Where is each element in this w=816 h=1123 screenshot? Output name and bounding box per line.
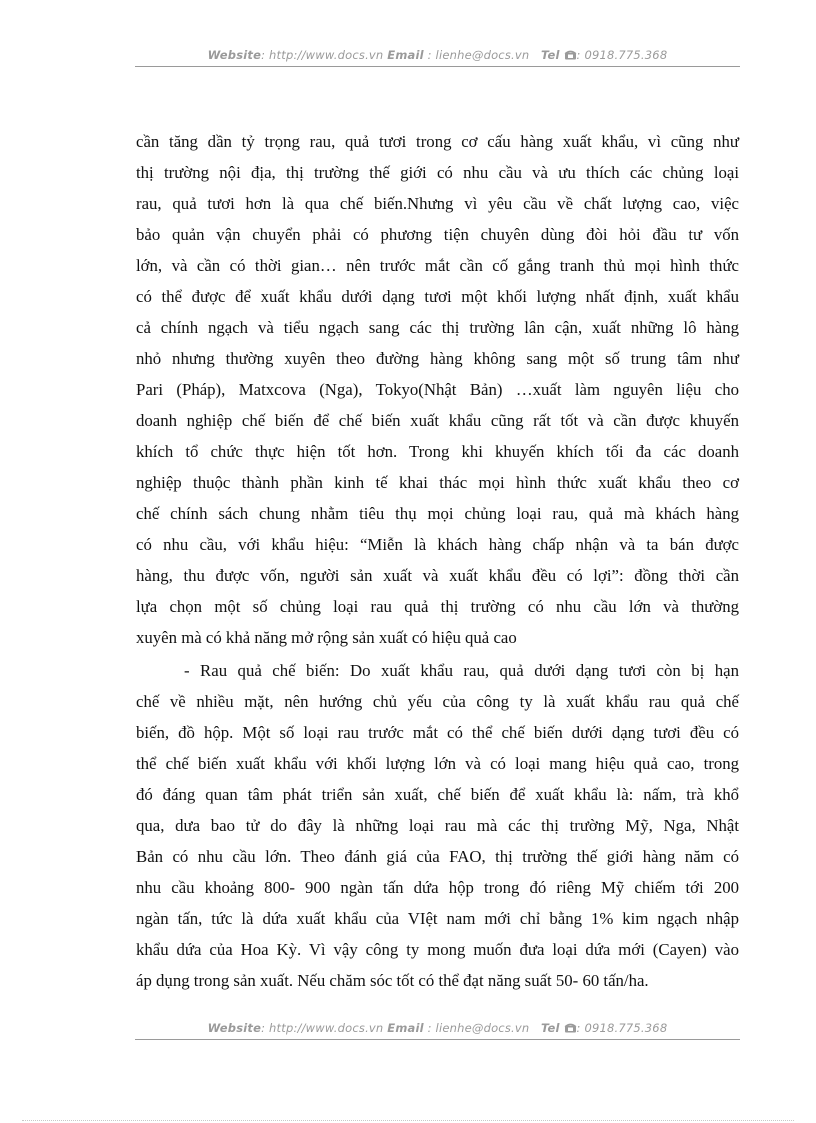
text-line: thị trường nội địa, thị trường thế giới có nhu cầu và ưu thích các chủng loại [136,163,739,182]
page-header [135,48,740,62]
footer-tel-value: : 0918.775.368 [576,1021,668,1035]
text-line: khích tổ chức thực hiện tốt hơn. Trong khi khuyến khích tối đa các doanh [136,442,739,461]
footer-divider [135,1039,740,1040]
text-line: thể chế biến xuất khẩu với khối lượng lớn và có loại mang hiệu quả cao, trong [136,754,739,773]
text-line: - Rau quả chế biến: Do xuất khẩu rau, quả dưới dạng tươi còn bị hạn [184,661,739,680]
footer-website-label: Website [207,1021,262,1035]
text-line: biến, đồ hộp. Một số loại rau trước mắt có thể chế biến dưới dạng tươi đều có [136,723,739,742]
text-line: ngàn tấn, tức là dứa xuất khẩu của VIệt nam mới chỉ bằng 1% kim ngạch nhập [136,909,739,928]
header-email-link[interactable]: : lienhe@docs.vn [423,48,530,62]
phone-icon [564,1022,577,1033]
text-line: cần tăng dần tỷ trọng rau, quả tươi trong cơ cấu hàng xuất khẩu, vì cũng như [136,132,739,151]
text-line: nghiệp thuộc thành phần kinh tế khai thác mọi hình thức xuất khẩu theo cơ [136,473,739,492]
text-line: doanh nghiệp chế biến để chế biến xuất khẩu cũng rất tốt và cần được khuyến [136,411,739,430]
footer-email-link[interactable]: : lienhe@docs.vn [423,1021,530,1035]
phone-icon [564,49,577,60]
text-line: áp dụng trong sản xuất. Nếu chăm sóc tốt có thể đạt năng suất 50- 60 tấn/ha. [136,971,649,990]
text-line: hàng, thu được vốn, người sản xuất và xuất khẩu đều có lợi”: đồng thời cần [136,566,739,585]
text-line: khẩu dứa của Hoa Kỳ. Vì vậy công ty mong muốn đưa loại dứa mới (Cayen) vào [136,940,739,959]
text-line: có nhu cầu, với khẩu hiệu: “Miễn là khách hàng chấp nhận và ta bán được [136,535,739,554]
paragraph-fresh-produce [136,126,739,653]
document-body [136,126,739,996]
text-line: lựa chọn một số chủng loại rau quả thị trường có nhu cầu lớn và thường [136,597,739,616]
text-line: nhu cầu khoảng 800- 900 ngàn tấn dứa hộp trong đó riêng Mỹ chiếm tới 200 [136,878,739,897]
text-line: Bản có nhu cầu lớn. Theo đánh giá của FAO, thị trường thế giới hàng năm có [136,847,739,866]
header-tel-value: : 0918.775.368 [576,48,668,62]
footer-website-link[interactable]: : http://www.docs.vn [261,1021,384,1035]
header-divider [135,66,740,67]
text-line: Pari (Pháp), Matxcova (Nga), Tokyo(Nhật Bản) …xuất làm nguyên liệu cho [136,380,739,399]
text-line: rau, quả tươi hơn là qua chế biến.Nhưng vì yêu cầu về chất lượng cao, việc [136,194,739,213]
header-website-label: Website [207,48,262,62]
footer-email-label: Email [387,1021,424,1035]
paragraph-processed-produce [136,655,739,996]
text-line: chế về nhiều mặt, nên hướng chủ yếu của công ty là xuất khẩu rau quả chế [136,692,739,711]
text-line: qua, dưa bao tử do đây là những loại rau mà các thị trường Mỹ, Nga, Nhật [136,816,739,835]
text-line: xuyên mà có khả năng mở rộng sản xuất có hiệu quả cao [136,628,517,647]
text-line: chế chính sách chung nhằm tiêu thụ mọi chủng loại rau, quả mà khách hàng [136,504,739,523]
text-line: đó đáng quan tâm phát triển sản xuất, chế biến để xuất khẩu là: nấm, trà khổ [136,785,739,804]
header-website-link[interactable]: : http://www.docs.vn [261,48,384,62]
text-line: cả chính ngạch và tiểu ngạch sang các thị trường lân cận, xuất những lô hàng [136,318,739,337]
header-tel-label: Tel [540,48,560,62]
text-line: bảo quản vận chuyển phải có phương tiện chuyên dùng đòi hỏi đầu tư vốn [136,225,739,244]
page-bottom-edge [22,1120,794,1121]
footer-tel-label: Tel [540,1021,560,1035]
header-email-label: Email [387,48,424,62]
text-line: nhỏ nhưng thường xuyên theo đường hàng không sang một số trung tâm như [136,349,739,368]
page-footer [135,1021,740,1035]
text-line: lớn, và cần có thời gian… nên trước mắt cần cố gắng tranh thủ mọi hình thức [136,256,739,275]
text-line: có thể được để xuất khẩu dưới dạng tươi một khối lượng nhất định, xuất khẩu [136,287,739,306]
